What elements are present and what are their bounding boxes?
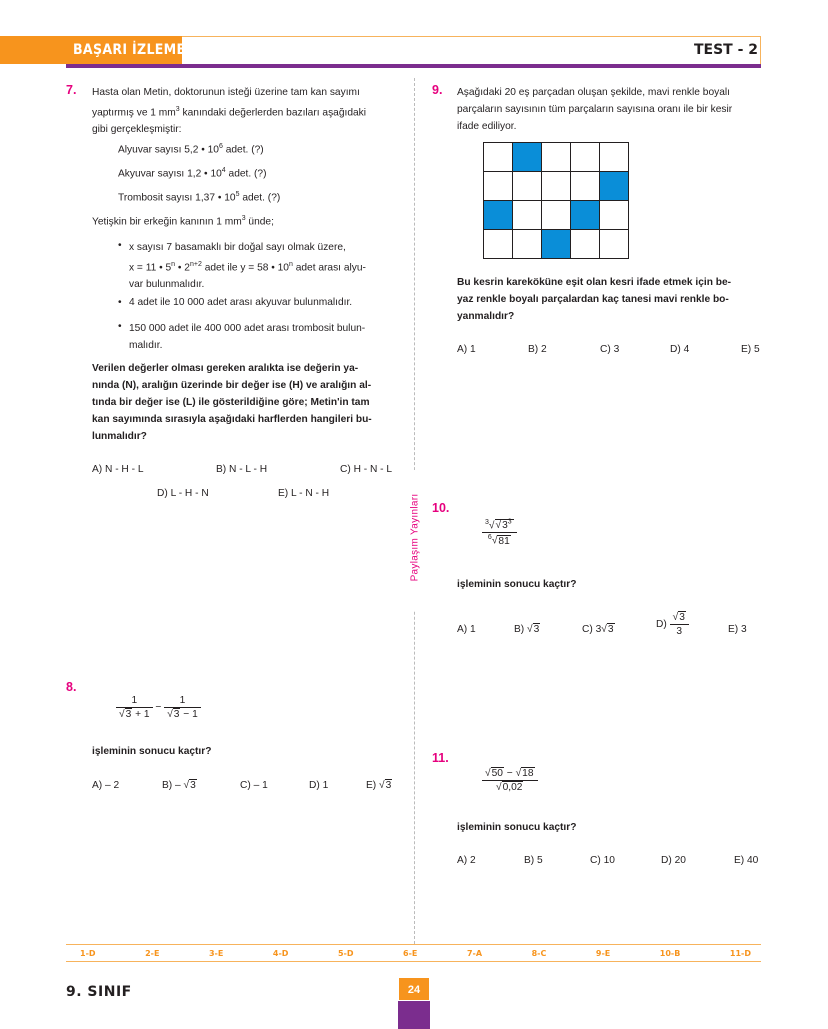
q9-grid-cell-white bbox=[484, 172, 513, 201]
q10-radicand: 3 bbox=[607, 624, 614, 635]
q11-radicand: 50 bbox=[491, 768, 503, 779]
q10-radicand: $√3^3$ bbox=[495, 519, 512, 532]
q9-grid-cell-blue bbox=[600, 172, 629, 201]
q10-number: 10. bbox=[432, 501, 450, 515]
q7-text: x = 11 • 5 bbox=[129, 262, 172, 274]
q9-option-b[interactable]: B) 2 bbox=[528, 344, 547, 355]
answer-key-item: 3-E bbox=[208, 948, 224, 958]
q7-sup: 6 bbox=[218, 143, 223, 150]
q7-text: kanındaki değerlerden bazıları aşağıdaki bbox=[179, 107, 367, 119]
q9-grid-cell-white bbox=[484, 230, 513, 259]
q7-bullet-1 bbox=[129, 239, 397, 293]
q7-line-alyuvar bbox=[118, 143, 264, 155]
q7-intro-line: Hasta olan Metin, doktorunun isteği üzerine tam kan sayımı bbox=[92, 87, 360, 98]
header-title: BAŞARI İZLEME TESTİ bbox=[73, 42, 232, 58]
q9-grid-cell-white bbox=[513, 201, 542, 230]
q10-radicand: 3 bbox=[679, 612, 685, 623]
q11-option-a[interactable]: A) 2 bbox=[457, 855, 476, 866]
q7-intro-line bbox=[92, 101, 397, 121]
q7-text: adet. (?) bbox=[239, 192, 281, 204]
q9-grid-cell-white bbox=[542, 201, 571, 230]
q8-radicand: 3 bbox=[173, 709, 180, 720]
q8-radicand: 3 bbox=[125, 709, 132, 720]
q7-question-line: lunmalıdır? bbox=[92, 431, 147, 442]
q9-grid-row bbox=[484, 143, 629, 172]
q10-option-e[interactable]: E) 3 bbox=[728, 624, 747, 635]
q9-intro bbox=[457, 84, 762, 135]
q11-option-b[interactable]: B) 5 bbox=[524, 855, 543, 866]
q11-fraction bbox=[482, 768, 538, 793]
header-frame bbox=[182, 36, 761, 64]
q9-grid-cell-white bbox=[513, 230, 542, 259]
q8-option-b[interactable]: B) – √3 bbox=[162, 780, 196, 791]
bullet-icon: • bbox=[118, 240, 122, 251]
q7-sup: n+2 bbox=[189, 261, 202, 268]
q7-option-b[interactable]: B) N - L - H bbox=[216, 464, 268, 475]
test-label: TEST - 2 bbox=[693, 42, 758, 58]
q7-intro-line: gibi gerçekleşmiştir: bbox=[92, 124, 182, 136]
bullet-icon: • bbox=[118, 297, 122, 308]
bullet-icon: • bbox=[118, 321, 122, 332]
q10-ask: işleminin sonucu kaçtır? bbox=[457, 579, 577, 590]
q8-option-a[interactable]: A) – 2 bbox=[92, 780, 120, 791]
q7-bullet-line bbox=[129, 256, 397, 276]
q10-option-text: C) 3 bbox=[582, 624, 602, 635]
answer-key-item: 6-E bbox=[403, 948, 418, 958]
q9-grid-row bbox=[484, 230, 629, 259]
q7-text: adet arası alyu- bbox=[292, 262, 366, 274]
q9-option-c[interactable]: C) 3 bbox=[600, 344, 620, 355]
q8-den-rest: − 1 bbox=[180, 709, 198, 720]
answer-key-item: 11-D bbox=[729, 948, 751, 958]
q8-numerator: 1 bbox=[116, 695, 153, 708]
answer-key-item: 2-E bbox=[145, 948, 160, 958]
q9-question-line: Bu kesrin kareköküne eşit olan kesri ifade etmek için be- bbox=[457, 277, 732, 288]
q7-line-trombosit bbox=[118, 191, 280, 203]
q10-fraction bbox=[482, 519, 517, 547]
q9-question-line: yaz renkle boyalı parçalardan kaç tanesi mavi renkle bo- bbox=[457, 294, 729, 305]
q9-grid-cell-white bbox=[571, 172, 600, 201]
q7-sup: 3 bbox=[241, 215, 246, 222]
q9-option-d[interactable]: D) 4 bbox=[670, 344, 690, 355]
q11-ask: işleminin sonucu kaçtır? bbox=[457, 822, 577, 833]
q7-option-e[interactable]: E) L - N - H bbox=[278, 488, 330, 499]
q7-text: • 2 bbox=[175, 262, 190, 274]
q7-question bbox=[92, 360, 397, 445]
q7-line-akyuvar bbox=[118, 167, 266, 179]
q10-root-index: 6 bbox=[487, 534, 492, 542]
answer-key-item: 4-D bbox=[272, 948, 289, 958]
q9-grid-cell-white bbox=[600, 143, 629, 172]
q7-bullet-3 bbox=[129, 320, 397, 354]
q9-grid-cell-white bbox=[571, 230, 600, 259]
q9-grid-row bbox=[484, 201, 629, 230]
q9-question-line: yanmalıdır? bbox=[457, 311, 515, 322]
q8-expression bbox=[116, 695, 201, 720]
q8-radicand: 3 bbox=[190, 780, 196, 791]
q7-text: adet ile y = 58 • 10 bbox=[201, 262, 289, 274]
answer-key-bar bbox=[66, 944, 761, 962]
q11-option-c[interactable]: C) 10 bbox=[590, 855, 615, 866]
q9-number: 9. bbox=[432, 83, 443, 97]
q9-grid-cell-white bbox=[600, 230, 629, 259]
q10-option-text: B) bbox=[514, 624, 528, 635]
page-number: 24 bbox=[398, 977, 430, 1001]
q9-grid-row bbox=[484, 172, 629, 201]
q10-option-text: D) bbox=[656, 619, 670, 631]
q8-number: 8. bbox=[66, 680, 77, 694]
header-rule bbox=[66, 64, 761, 68]
publisher-text: Paylaşım Yayınları bbox=[409, 493, 421, 582]
q7-bullet-line: 150 000 adet ile 400 000 adet arası trombosit bulun- bbox=[129, 323, 366, 334]
q7-text: Yetişkin bir erkeğin kanının 1 mm bbox=[92, 216, 242, 228]
q10-option-d-fraction bbox=[670, 612, 689, 637]
q11-minus: − bbox=[506, 768, 513, 779]
q7-sup: n bbox=[288, 261, 293, 268]
q10-expression bbox=[482, 519, 517, 547]
q8-option-d[interactable]: D) 1 bbox=[309, 780, 329, 791]
answer-key-item: 10-B bbox=[659, 948, 681, 958]
q7-text: adet. (?) bbox=[222, 144, 264, 156]
q11-number: 11. bbox=[432, 751, 449, 765]
q11-option-e[interactable]: E) 40 bbox=[734, 855, 759, 866]
q10-option-a[interactable]: A) 1 bbox=[457, 624, 476, 635]
q11-numerator: √50 − √18 bbox=[482, 768, 538, 781]
q8-minus: − bbox=[155, 702, 162, 714]
q7-sup: 4 bbox=[221, 167, 226, 174]
q8-ask: işleminin sonucu kaçtır? bbox=[92, 746, 212, 757]
q8-denominator: √3 − 1 bbox=[167, 709, 198, 720]
q7-question-line: Verilen değerler olması gereken aralıkta ise değerin ya- bbox=[92, 363, 359, 374]
q10-option-c[interactable]: C) 3√3 bbox=[582, 624, 614, 635]
q9-grid-cell-white bbox=[513, 172, 542, 201]
answer-key-item: 7-A bbox=[466, 948, 483, 958]
q9-option-a[interactable]: A) 1 bbox=[457, 344, 476, 355]
q9-intro-line: ifade ediliyor. bbox=[457, 121, 517, 132]
q9-grid-cell-white bbox=[542, 172, 571, 201]
q9-grid bbox=[483, 142, 629, 259]
q9-intro-line: Aşağıdaki 20 eş parçadan oluşan şekilde, mavi renkle boyalı bbox=[457, 87, 730, 98]
q7-number: 7. bbox=[66, 83, 77, 97]
grade-label: 9. SINIF bbox=[66, 984, 132, 1000]
q7-text: yaptırmış ve 1 mm bbox=[92, 107, 176, 119]
q8-denominator: √3 + 1 bbox=[119, 709, 150, 720]
q9-grid-cell-blue bbox=[571, 201, 600, 230]
q8-fraction-2 bbox=[164, 695, 201, 720]
q8-option-c[interactable]: C) – 1 bbox=[240, 780, 268, 791]
q7-option-c[interactable]: C) H - N - L bbox=[340, 464, 393, 475]
q9-option-e[interactable]: E) 5 bbox=[741, 344, 760, 355]
q7-question-line: nında (N), aralığın üzerinde bir değer ise (H) ve aralığın al- bbox=[92, 380, 372, 391]
q9-grid-cell-white bbox=[542, 143, 571, 172]
q10-radicand: 3 bbox=[533, 624, 540, 635]
q8-option-e[interactable]: E) √3 bbox=[366, 780, 392, 791]
q11-radicand: 0,02 bbox=[502, 782, 523, 793]
q10-inner-base: 3 bbox=[502, 520, 508, 532]
q11-denominator: √0,02 bbox=[496, 782, 523, 793]
q7-sup: 5 bbox=[235, 191, 240, 198]
publisher-label bbox=[403, 470, 427, 610]
q7-text: Alyuvar sayısı 5,2 • 10 bbox=[118, 144, 219, 156]
answer-key-item: 8-C bbox=[531, 948, 547, 958]
q7-sup: 3 bbox=[175, 106, 180, 113]
q8-den-rest: + 1 bbox=[132, 709, 150, 720]
q7-text: ünde; bbox=[245, 216, 274, 228]
q10-option-b[interactable]: B) √3 bbox=[514, 624, 540, 635]
q9-grid-cell-blue bbox=[542, 230, 571, 259]
answer-key-item: 1-D bbox=[80, 948, 96, 958]
q8-option-text: B) – bbox=[162, 780, 184, 791]
q11-radicand: 18 bbox=[522, 768, 534, 779]
q7-bullet-line: var bulunmalıdır. bbox=[129, 279, 205, 291]
q8-numerator: 1 bbox=[164, 695, 201, 708]
q11-option-d[interactable]: D) 20 bbox=[661, 855, 686, 866]
q7-intro bbox=[92, 84, 397, 138]
q10-numerator: $^3√√3^3$ bbox=[482, 519, 517, 533]
q7-bullet-line: x sayısı 7 basamaklı bir doğal sayı olmak üzere, bbox=[129, 242, 346, 253]
q10-radicand: 81 bbox=[498, 535, 510, 547]
q7-text: adet. (?) bbox=[225, 168, 267, 180]
q10-inner-exp: 3 bbox=[507, 519, 512, 526]
q9-grid-cell-white bbox=[571, 143, 600, 172]
q8-radicand: 3 bbox=[385, 780, 392, 791]
q7-option-a[interactable]: A) N - H - L bbox=[92, 464, 144, 475]
q7-question-line: tında bir değer ise (L) ile gösterildiğine göre; Metin'in tam bbox=[92, 397, 370, 408]
q7-bullet-line: malıdır. bbox=[129, 340, 163, 351]
q10-option-d-den: 3 bbox=[676, 626, 683, 637]
q7-bullet-2: 4 adet ile 10 000 adet arası akyuvar bulunmalıdır. bbox=[129, 297, 353, 308]
answer-key-item: 5-D bbox=[337, 948, 354, 958]
q10-option-d-num: √3 bbox=[670, 612, 689, 625]
q9-grid-cell-blue bbox=[513, 143, 542, 172]
q7-option-d[interactable]: D) L - H - N bbox=[157, 488, 209, 499]
q11-expression bbox=[482, 768, 538, 793]
q10-root-index: 3 bbox=[485, 519, 489, 526]
q10-option-d[interactable] bbox=[656, 612, 689, 637]
q7-adult-line bbox=[92, 215, 274, 227]
q7-text: Trombosit sayısı 1,37 • 10 bbox=[118, 192, 236, 204]
q9-intro-line: parçaların sayısının tüm parçaların sayısına oranı ile bir kesir bbox=[457, 104, 733, 115]
q9-grid-cell-blue bbox=[484, 201, 513, 230]
q9-question bbox=[457, 274, 762, 325]
q8-option-text: E) bbox=[366, 780, 380, 791]
q8-fraction-1 bbox=[116, 695, 153, 720]
q10-denominator: $^6$√81 bbox=[487, 534, 510, 547]
q7-sup: n bbox=[171, 261, 176, 268]
q9-grid-cell-white bbox=[484, 143, 513, 172]
answer-key-item: 9-E bbox=[595, 948, 611, 958]
q9-grid-cell-white bbox=[600, 201, 629, 230]
q7-text: Akyuvar sayısı 1,2 • 10 bbox=[118, 168, 222, 180]
q7-question-line: kan sayımında sırasıyla aşağıdaki harflerden hangileri bu- bbox=[92, 414, 372, 425]
